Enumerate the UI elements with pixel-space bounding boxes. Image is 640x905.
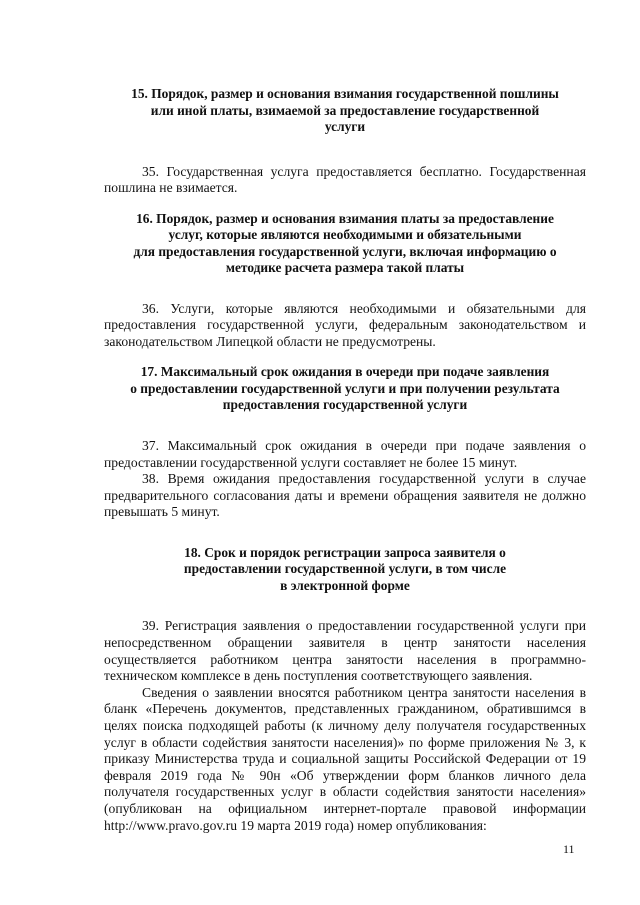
section-15 [104, 86, 586, 197]
heading-line: в электронной форме [280, 577, 410, 593]
heading-line: услуг, которые являются необходимыми и обязательными [168, 227, 522, 243]
heading-line: предоставлении государственной услуги, в том числе [183, 561, 507, 577]
heading-line: 15. Порядок, размер и основания взимания государственной пошлины [131, 86, 559, 101]
heading-line: 18. Срок и порядок регистрации запроса заявителя о [184, 544, 506, 560]
paragraph-39: 39. Регистрация заявления о предоставлении государственной услуги при непосредственном обращении заявителя в центр занятости населения осуществляется работником центра занятости населения в программно-техническом комплексе в день поступления соответствующего заявления. [104, 618, 586, 684]
heading-line: 16. Порядок, размер и основания взимания платы за предоставление [136, 210, 554, 226]
heading-line: услуги [324, 119, 366, 134]
document-page [104, 86, 586, 834]
paragraph-37: 37. Максимальный срок ожидания в очереди при подаче заявления о предоставлении государственной услуги составляет не более 15 минут. [104, 437, 586, 470]
heading-line: о предоставлении государственной услуги и при получении результата [130, 380, 560, 396]
paragraph-36: 36. Услуги, которые являются необходимыми и обязательными для предоставления государственной услуги, федеральным законодательством и законодательством Липецкой области не предусмотрены. [104, 300, 586, 349]
heading-line: методике расчета размера такой платы [225, 260, 465, 276]
section-heading [104, 211, 586, 277]
heading-line: для предоставления государственной услуги, включая информацию о [133, 243, 557, 259]
heading-line: 17. Максимальный срок ожидания в очереди при подаче заявления [140, 364, 550, 380]
paragraph-38: 38. Время ожидания предоставления государственной услуги в случае предварительного согласования даты и времени обращения заявителя не должно превышать 5 минут. [104, 471, 586, 520]
paragraph-35: 35. Государственная услуга предоставляется бесплатно. Государственная пошлина не взимается. [104, 163, 586, 196]
section-17 [104, 364, 586, 520]
page-number: 11 [563, 842, 575, 856]
paragraph-39-continued: Сведения о заявлении вносятся работником центра занятости населения в бланк «Перечень документов, представленных гражданином, обратившимся в целях поиска подходящей работы (к личному делу получателя государственных услуг в области содействия занятости населения)» по форме приложения № 3, к приказу Министерства труда и социальной защиты Российской Федерации от 19 февраля 2019 года № 90н «Об утверждении форм бланков личного дела получателя государственных услуг в области содействия занятости населения» (опубликован на официальном интернет-портале правовой информации http://www.pravo.gov.ru 19 марта 2019 года) номер опубликования: [104, 684, 586, 833]
section-heading [104, 364, 586, 414]
heading-line: предоставления государственной услуги [222, 397, 468, 413]
heading-line: или иной платы, взимаемой за предоставление государственной [150, 102, 540, 118]
section-18 [104, 545, 586, 834]
section-16 [104, 211, 586, 351]
section-heading [104, 545, 586, 595]
section-heading [104, 86, 586, 136]
